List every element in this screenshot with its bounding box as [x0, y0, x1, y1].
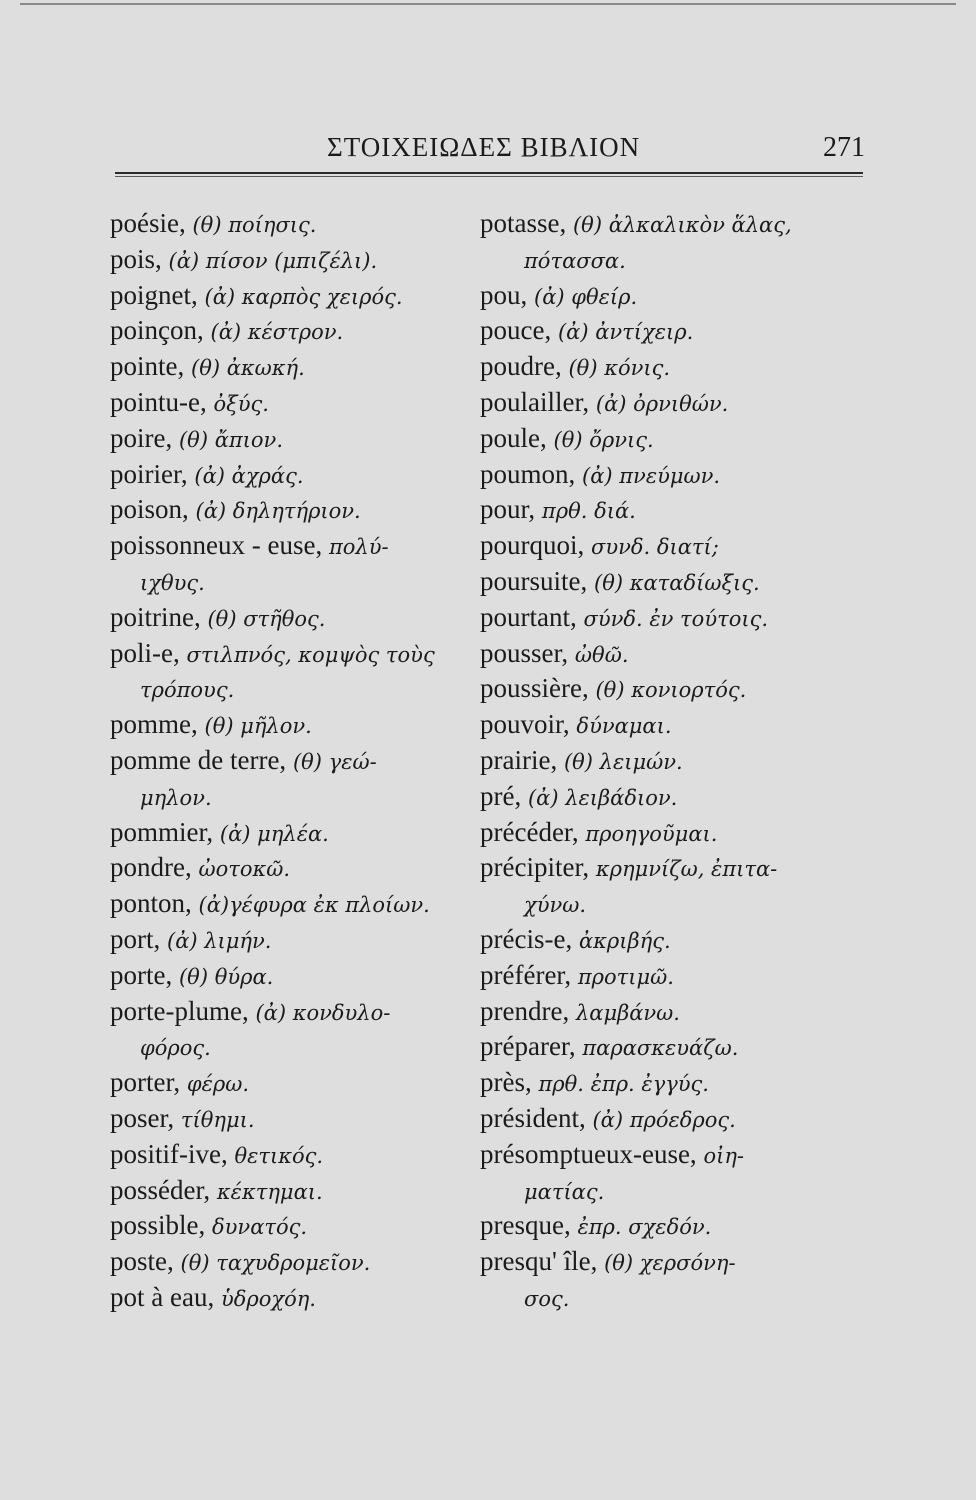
- left-column: [110, 206, 490, 1316]
- entry-continuation: [110, 779, 490, 815]
- entry-gloss: τρόπους.: [140, 678, 235, 703]
- dictionary-entry: [480, 779, 860, 815]
- entry-headword: poudre,: [480, 351, 562, 382]
- dictionary-entry: [480, 528, 860, 564]
- entry-headword: posséder,: [110, 1174, 211, 1205]
- dictionary-entry: [480, 636, 860, 672]
- dictionary-entry: [110, 958, 490, 994]
- entry-gloss: (ἀ) πρόεδρος.: [592, 1107, 736, 1132]
- entry-gloss: (ἀ) λειβάδιον.: [527, 785, 678, 810]
- entry-headword: poser,: [110, 1102, 175, 1133]
- entry-headword: poursuite,: [480, 565, 588, 596]
- entry-headword: préférer,: [480, 959, 572, 990]
- entry-headword: préparer,: [480, 1031, 576, 1062]
- entry-gloss: (ἀ) κονδυλο-: [255, 1000, 391, 1025]
- entry-headword: poinçon,: [110, 315, 204, 346]
- entry-gloss: κρημνίζω, ἐπιτα-: [595, 857, 778, 882]
- right-column: [480, 206, 860, 1316]
- entry-headword: pourtant,: [480, 601, 577, 632]
- entry-headword: pourquoi,: [480, 530, 585, 561]
- entry-headword: poire,: [110, 422, 173, 453]
- entry-headword: poulailler,: [480, 386, 590, 417]
- dictionary-entry: [110, 242, 490, 278]
- dictionary-entry: [480, 492, 860, 528]
- dictionary-entry: [480, 1208, 860, 1244]
- dictionary-entry: [110, 815, 490, 851]
- entry-gloss: δυνατός.: [212, 1215, 308, 1240]
- entry-gloss: (ἀ) ὀρνιθών.: [595, 391, 729, 416]
- dictionary-entry: [110, 278, 490, 314]
- entry-headword: précipiter,: [480, 852, 590, 883]
- dictionary-entry: [480, 313, 860, 349]
- entry-gloss: (ἀ) ἀντίχειρ.: [557, 320, 694, 345]
- dictionary-entry: [110, 457, 490, 493]
- entry-headword: poésie,: [110, 208, 186, 238]
- dictionary-entry: [110, 1065, 490, 1101]
- entry-gloss: χύνω.: [524, 893, 587, 918]
- entry-gloss: κέκτημαι.: [216, 1179, 323, 1204]
- dictionary-entry: [480, 958, 860, 994]
- entry-gloss: (θ) ἄπιον.: [178, 427, 283, 452]
- entry-gloss: στιλπνός, κομψὸς τοὺς: [186, 642, 435, 667]
- entry-headword: pondre,: [110, 852, 192, 883]
- entry-gloss: ὠθῶ.: [574, 642, 629, 667]
- entry-headword: poirier,: [110, 458, 188, 489]
- entry-gloss: πολύ-: [328, 535, 389, 560]
- entry-headword: pou,: [480, 279, 528, 310]
- page-top-edge: [20, 3, 956, 5]
- entry-headword: poitrine,: [110, 601, 201, 632]
- entry-gloss: (ἀ) λιμήν.: [167, 928, 272, 953]
- entry-continuation: [110, 671, 490, 707]
- entry-gloss: (ἀ) ἀχράς.: [194, 463, 304, 488]
- dictionary-entry: [110, 1137, 490, 1173]
- entry-headword: présomptueux-euse,: [480, 1138, 697, 1169]
- entry-headword: porte,: [110, 959, 173, 990]
- entry-continuation: [110, 564, 490, 600]
- header-rule-thin: [115, 176, 863, 177]
- dictionary-entry: [480, 994, 860, 1030]
- entry-headword: prendre,: [480, 995, 570, 1026]
- dictionary-entry: [480, 349, 860, 385]
- entry-gloss: (θ) ἀλκαλικὸν ἅλας,: [572, 213, 792, 237]
- dictionary-entry: [480, 1101, 860, 1137]
- entry-continuation: [480, 1280, 860, 1316]
- page-number: 271: [823, 132, 865, 163]
- entry-gloss: (θ) ἀκωκή.: [191, 356, 305, 381]
- entry-gloss: τίθημι.: [180, 1107, 255, 1132]
- entry-headword: pomme de terre,: [110, 744, 287, 775]
- entry-headword: pois,: [110, 243, 162, 274]
- entry-gloss: προτιμῶ.: [577, 964, 674, 989]
- entry-headword: pointu-e,: [110, 386, 207, 417]
- dictionary-entry: [110, 886, 490, 922]
- dictionary-entry: [110, 313, 490, 349]
- entry-gloss: (θ) χερσόνη-: [604, 1251, 736, 1276]
- dictionary-entry: [110, 850, 490, 886]
- entry-headword: poumon,: [480, 458, 576, 489]
- entry-headword: possible,: [110, 1210, 206, 1241]
- entry-gloss: (ἀ) κέστρον.: [210, 320, 344, 345]
- dictionary-entry: [110, 1280, 490, 1316]
- dictionary-entry: [110, 206, 490, 242]
- entry-gloss: θετικός.: [234, 1143, 324, 1168]
- entry-gloss: πρθ. ἐπρ. ἐγγύς.: [538, 1072, 709, 1097]
- entry-gloss: μηλον.: [140, 785, 212, 810]
- entry-headword: poignet,: [110, 279, 198, 310]
- entry-headword: prairie,: [480, 744, 558, 775]
- entry-gloss: (ἀ) καρπὸς χειρός.: [204, 284, 403, 309]
- entry-headword: pommier,: [110, 816, 214, 847]
- entry-gloss: ἀκριβής.: [578, 928, 671, 953]
- entry-headword: pouce,: [480, 315, 552, 346]
- entry-gloss: σος.: [524, 1286, 570, 1311]
- dictionary-entry: [110, 1101, 490, 1137]
- entry-gloss: οἰη-: [703, 1143, 744, 1168]
- dictionary-entry: [480, 457, 860, 493]
- entry-headword: pointe,: [110, 351, 185, 382]
- dictionary-entry: [110, 743, 490, 779]
- dictionary-entry: [110, 1244, 490, 1280]
- entry-gloss: πρθ. διά.: [541, 499, 636, 524]
- dictionary-entry: [480, 385, 860, 421]
- dictionary-entry: [480, 671, 860, 707]
- entry-headword: pour,: [480, 494, 536, 525]
- dictionary-entry: [110, 385, 490, 421]
- entry-headword: pomme,: [110, 709, 198, 740]
- dictionary-entry: [110, 1173, 490, 1209]
- entry-headword: ponton,: [110, 888, 192, 919]
- entry-headword: presqu' île,: [480, 1246, 598, 1277]
- entry-gloss: φόρος.: [140, 1036, 211, 1061]
- entry-headword: pré,: [480, 780, 522, 811]
- dictionary-entry: [480, 206, 860, 242]
- entry-headword: poussière,: [480, 673, 589, 704]
- entry-headword: près,: [480, 1067, 532, 1098]
- entry-gloss: ιχθυς.: [140, 570, 205, 595]
- dictionary-entry: [480, 922, 860, 958]
- dictionary-entry: [480, 564, 860, 600]
- entry-gloss: λαμβάνω.: [575, 1000, 680, 1025]
- dictionary-entry: [110, 994, 490, 1030]
- entry-gloss: (θ) λειμών.: [563, 749, 683, 774]
- dictionary-entry: [110, 600, 490, 636]
- dictionary-entry: [480, 1244, 860, 1280]
- dictionary-entry: [480, 815, 860, 851]
- dictionary-entry: [480, 743, 860, 779]
- entry-headword: porter,: [110, 1067, 181, 1098]
- entry-headword: précis-e,: [480, 923, 573, 954]
- entry-gloss: ὑδροχόη.: [220, 1286, 316, 1311]
- dictionary-entry: [480, 850, 860, 886]
- header-rule: [115, 172, 863, 174]
- dictionary-entry: [110, 1208, 490, 1244]
- entry-headword: poissonneux - euse,: [110, 530, 323, 561]
- entry-gloss: παρασκευάζω.: [582, 1036, 739, 1061]
- entry-gloss: (θ) γεώ-: [292, 749, 377, 774]
- dictionary-entry: [110, 636, 490, 672]
- entry-headword: port,: [110, 923, 161, 954]
- dictionary-entry: [480, 1065, 860, 1101]
- entry-headword: porte-plume,: [110, 995, 249, 1026]
- entry-headword: presque,: [480, 1210, 571, 1241]
- entry-gloss: (ἀ) μηλέα.: [219, 821, 329, 846]
- entry-gloss: ματίας.: [524, 1179, 605, 1204]
- entry-continuation: [480, 242, 860, 278]
- entry-headword: président,: [480, 1102, 586, 1133]
- entry-continuation: [110, 1029, 490, 1065]
- dictionary-entry: [110, 349, 490, 385]
- entry-gloss: (ἀ) πίσον (μπιζέλι).: [168, 248, 378, 273]
- entry-headword: poison,: [110, 494, 189, 525]
- entry-gloss: (θ) κονιορτός.: [595, 678, 747, 703]
- entry-gloss: (θ) θύρα.: [178, 964, 274, 989]
- entry-gloss: πότασσα.: [524, 248, 626, 273]
- entry-gloss: (θ) κόνις.: [568, 356, 671, 381]
- entry-gloss: ὠοτοκῶ.: [198, 857, 291, 882]
- dictionary-entry: [480, 707, 860, 743]
- entry-gloss: (θ) ταχυδρομεῖον.: [180, 1251, 371, 1276]
- dictionary-entry: [110, 922, 490, 958]
- header-title: ΣΤΟΙΧΕΙΩΔΕΣ ΒΙΒΛΙΟΝ: [327, 132, 641, 162]
- entry-gloss: συνδ. διατί;: [591, 535, 719, 560]
- dictionary-entry: [110, 528, 490, 564]
- dictionary-entry: [110, 707, 490, 743]
- entry-headword: poli-e,: [110, 637, 180, 668]
- entry-gloss: (θ) καταδίωξις.: [594, 570, 760, 595]
- entry-gloss: (ἀ)γέφυρα ἐκ πλοίων.: [198, 893, 430, 918]
- entry-headword: positif-ive,: [110, 1138, 228, 1169]
- entry-continuation: [480, 1173, 860, 1209]
- entry-gloss: δύναμαι.: [576, 714, 672, 739]
- entry-gloss: (θ) στῆθος.: [207, 606, 326, 631]
- dictionary-entry: [110, 492, 490, 528]
- dictionary-entry: [480, 600, 860, 636]
- entry-headword: pouvoir,: [480, 709, 570, 740]
- entry-gloss: (ἀ) φθείρ.: [534, 284, 638, 309]
- entry-gloss: ἐπρ. σχεδόν.: [577, 1215, 712, 1240]
- entry-headword: pousser,: [480, 637, 569, 668]
- dictionary-entry: [480, 278, 860, 314]
- entry-continuation: [480, 886, 860, 922]
- entry-gloss: προηγοῦμαι.: [585, 821, 718, 846]
- entry-gloss: φέρω.: [186, 1072, 250, 1097]
- entry-gloss: (ἀ) δηλητήριον.: [195, 499, 361, 524]
- entry-gloss: ὀξύς.: [213, 391, 269, 416]
- entry-headword: précéder,: [480, 816, 579, 847]
- entry-gloss: σύνδ. ἐν τούτοις.: [583, 606, 769, 631]
- dictionary-entry: [480, 421, 860, 457]
- running-header: [115, 128, 875, 176]
- dictionary-entry: [110, 421, 490, 457]
- dictionary-entry: [480, 1029, 860, 1065]
- entry-gloss: (θ) ποίησις.: [192, 213, 317, 237]
- entry-headword: potasse,: [480, 208, 567, 238]
- entry-gloss: (θ) μῆλον.: [204, 714, 312, 739]
- entry-gloss: (θ) ὄρνις.: [553, 427, 654, 452]
- entry-headword: pot à eau,: [110, 1281, 215, 1312]
- entry-headword: poste,: [110, 1246, 174, 1277]
- entry-gloss: (ἀ) πνεύμων.: [582, 463, 721, 488]
- dictionary-entry: [480, 1137, 860, 1173]
- entry-headword: poule,: [480, 422, 547, 453]
